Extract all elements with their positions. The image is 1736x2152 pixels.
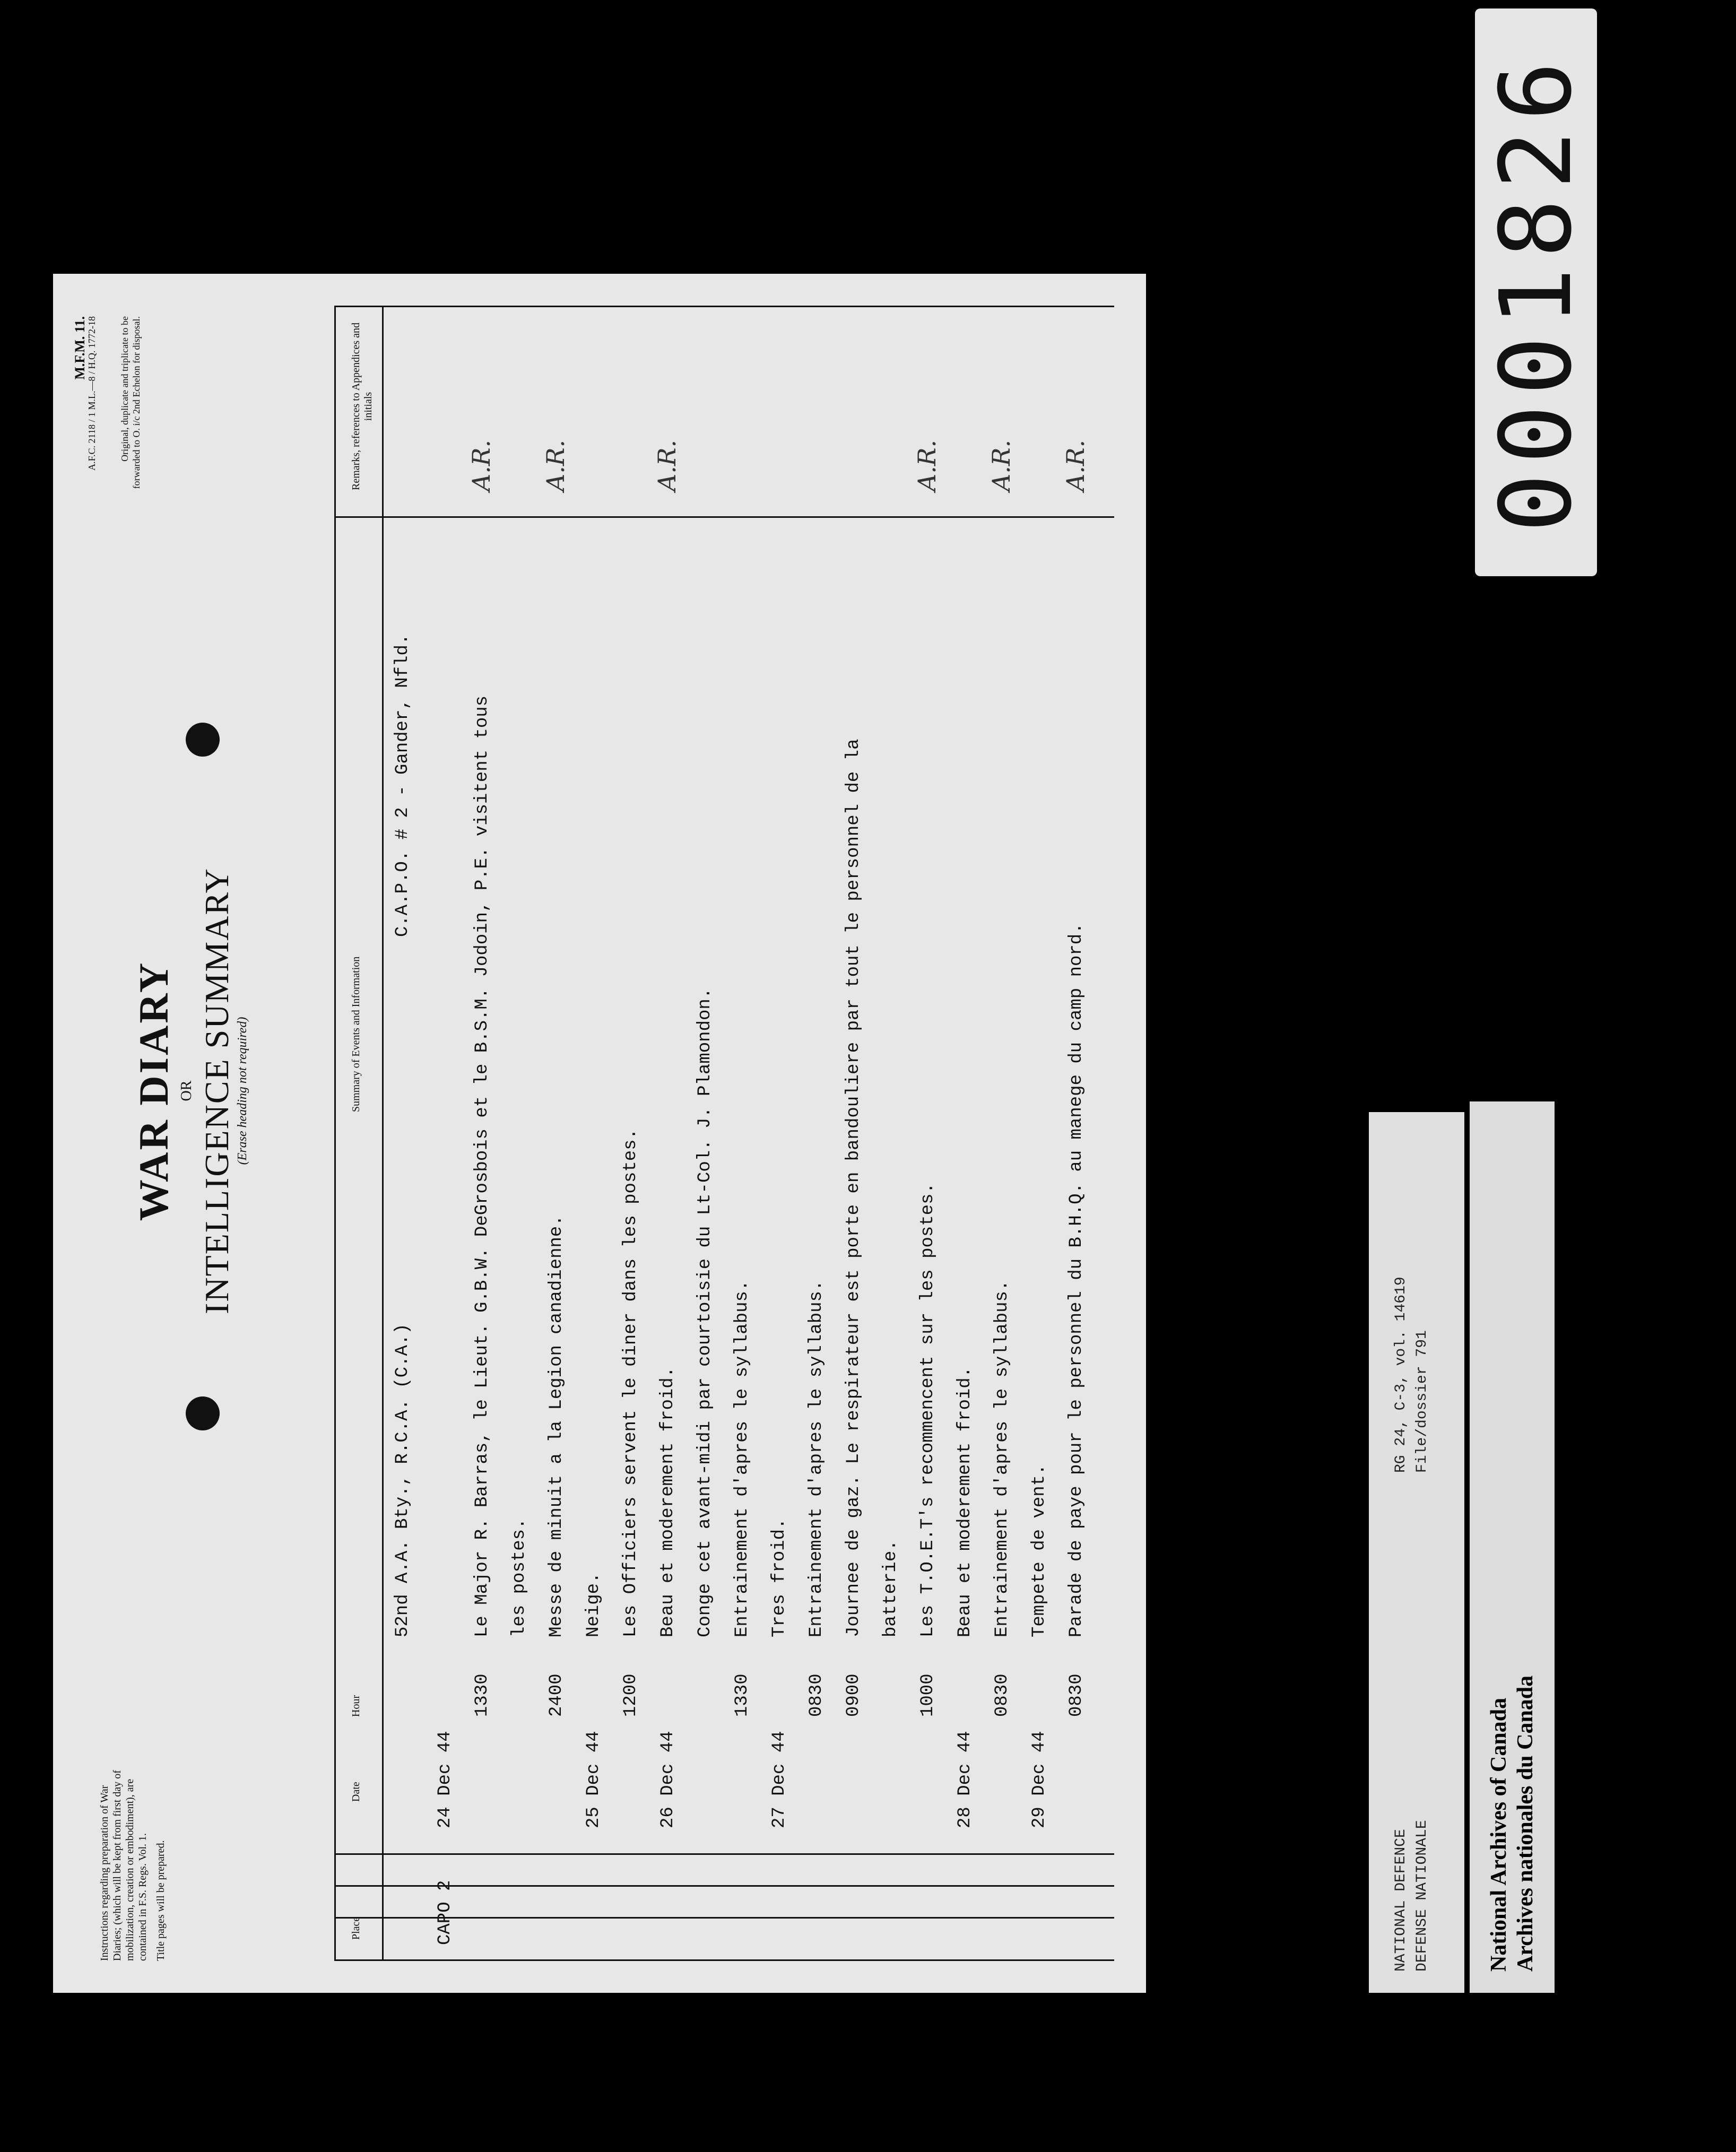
- entry-text: Entrainement d'apres le syllabus.: [992, 1280, 1012, 1637]
- entry-date: 29 Dec 44: [1029, 1731, 1049, 1828]
- entry-text: batterie.: [881, 1540, 901, 1637]
- entry-text: Messe de minuit a la Legion canadienne.: [546, 1215, 567, 1637]
- entry-hour: 1200: [621, 1673, 641, 1717]
- entry-text: Neige.: [584, 1572, 604, 1637]
- instructions-text: Instructions regarding preparation of War Diaries; (which will be kept from first day of mobilization, creation or embodiment), are contained in F.S. Regs. Vol. 1.: [99, 1770, 149, 1961]
- header-date: Date: [350, 1782, 362, 1802]
- entry-hour: 1000: [918, 1673, 938, 1717]
- header-summary: Summary of Events and Information: [350, 956, 362, 1112]
- entry-initials: A.R.: [987, 439, 1015, 491]
- form-refs: A.F.C. 2118 / 1 M.L.—8 / H.Q. 1772-18: [86, 316, 97, 471]
- entry-date: 27 Dec 44: [769, 1731, 789, 1828]
- stamp-line-1: NATIONAL DEFENCE: [1393, 1829, 1409, 1972]
- entry-text: Tempete de vent.: [1029, 1464, 1049, 1637]
- entry-date: 26 Dec 44: [658, 1731, 678, 1828]
- entry-initials: A.R.: [1061, 439, 1090, 491]
- entry-hour: 0830: [992, 1673, 1012, 1717]
- entry-hour: 0830: [1066, 1673, 1087, 1717]
- title-pages-note: Title pages will be prepared.: [155, 1840, 167, 1961]
- unit-location: C.A.P.O. # 2 - Gander, Nfld.: [393, 634, 413, 937]
- form-number: M.F.M. 11.: [72, 316, 88, 380]
- entry-hour: 0900: [844, 1673, 864, 1717]
- entry-hour: 2400: [546, 1673, 567, 1717]
- stamp-line-2: DEFENSE NATIONALE: [1414, 1820, 1430, 1972]
- header-remarks: Remarks, references to Appendices and initials: [350, 323, 374, 490]
- entry-text: Les T.O.E.T's recommencent sur les postes.: [918, 1183, 938, 1637]
- entry-text: Parade de paye pour le personnel du B.H.Q. au manege du camp nord.: [1066, 923, 1087, 1637]
- punch-hole-left: [186, 1396, 220, 1430]
- header-hour: Hour: [350, 1695, 362, 1717]
- entry-initials: A.R.: [541, 439, 570, 491]
- war-diary-form: [53, 274, 1146, 1993]
- entry-text: Entrainement d'apres le syllabus.: [732, 1280, 752, 1637]
- entry-place: CAPO 2: [435, 1880, 455, 1945]
- header-place: Place: [350, 1916, 362, 1940]
- title-intelligence-summary: INTELLIGENCE SUMMARY: [198, 867, 236, 1314]
- entry-date: 24 Dec 44: [435, 1731, 455, 1828]
- entry-text: Les Officiers servent le diner dans les postes.: [621, 1129, 641, 1637]
- entry-hour: 1330: [732, 1673, 752, 1717]
- table-right-line: [334, 306, 1114, 307]
- instructions-note: [98, 1759, 172, 1961]
- punch-hole-right: [186, 723, 220, 757]
- hour-column-line: [334, 1853, 1114, 1855]
- entry-initials: A.R.: [467, 439, 496, 491]
- entry-hour: 0830: [806, 1673, 827, 1717]
- table-left-line: [334, 1959, 1114, 1961]
- archive-file: File/dossier 791: [1414, 1330, 1430, 1473]
- erase-note: (Erase heading not required): [236, 1017, 249, 1165]
- unit-name: 52nd A.A. Bty., R.C.A. (C.A.): [393, 1323, 413, 1637]
- entry-initials: A.R.: [913, 439, 941, 491]
- national-defence-stamp: [1369, 1112, 1464, 1993]
- entry-text: Le Major R. Barras, le Lieut. G.B.W. DeGrosbois et le B.S.M. Jodoin, P.E. visitent tous: [472, 695, 492, 1637]
- entry-text: Beau et moderement froid.: [658, 1366, 678, 1637]
- entry-text: Tres froid.: [769, 1518, 789, 1637]
- entry-text: Conge cet avant-midi par courtoisie du Lt-Col. J. Plamondon.: [695, 987, 715, 1637]
- archives-name-fr: Archives nationales du Canada: [1513, 1675, 1538, 1972]
- form-number-block: [74, 316, 142, 491]
- archive-reference: RG 24, C-3, vol. 14619: [1393, 1277, 1409, 1473]
- entry-date: 25 Dec 44: [584, 1731, 604, 1828]
- entry-text: Beau et moderement froid.: [955, 1366, 975, 1637]
- table-top-line: [334, 306, 336, 1961]
- form-title: [133, 799, 250, 1383]
- entry-hour: 1330: [472, 1673, 492, 1717]
- entry-text: Journee de gaz. Le respirateur est porte en bandouliere par tout le personnel de la: [844, 739, 864, 1637]
- title-war-diary: WAR DIARY: [131, 960, 177, 1221]
- archives-label: [1470, 1101, 1555, 1993]
- title-or: OR: [178, 1080, 195, 1101]
- header-line: [382, 306, 384, 1961]
- entry-text: les postes.: [509, 1518, 530, 1637]
- entry-text: Entrainement d'apres le syllabus.: [806, 1280, 827, 1637]
- entry-date: 28 Dec 44: [955, 1731, 975, 1828]
- archives-name-en: National Archives of Canada: [1487, 1697, 1511, 1972]
- frame-counter: 0001826: [1475, 8, 1597, 576]
- entry-initials: A.R.: [653, 439, 681, 491]
- diary-table: [334, 306, 1114, 1961]
- summary-column-line: [334, 516, 1114, 518]
- forward-note: Original, duplicate and triplicate to be forwarded to O. i/c 2nd Echelon for disposal.: [119, 316, 142, 489]
